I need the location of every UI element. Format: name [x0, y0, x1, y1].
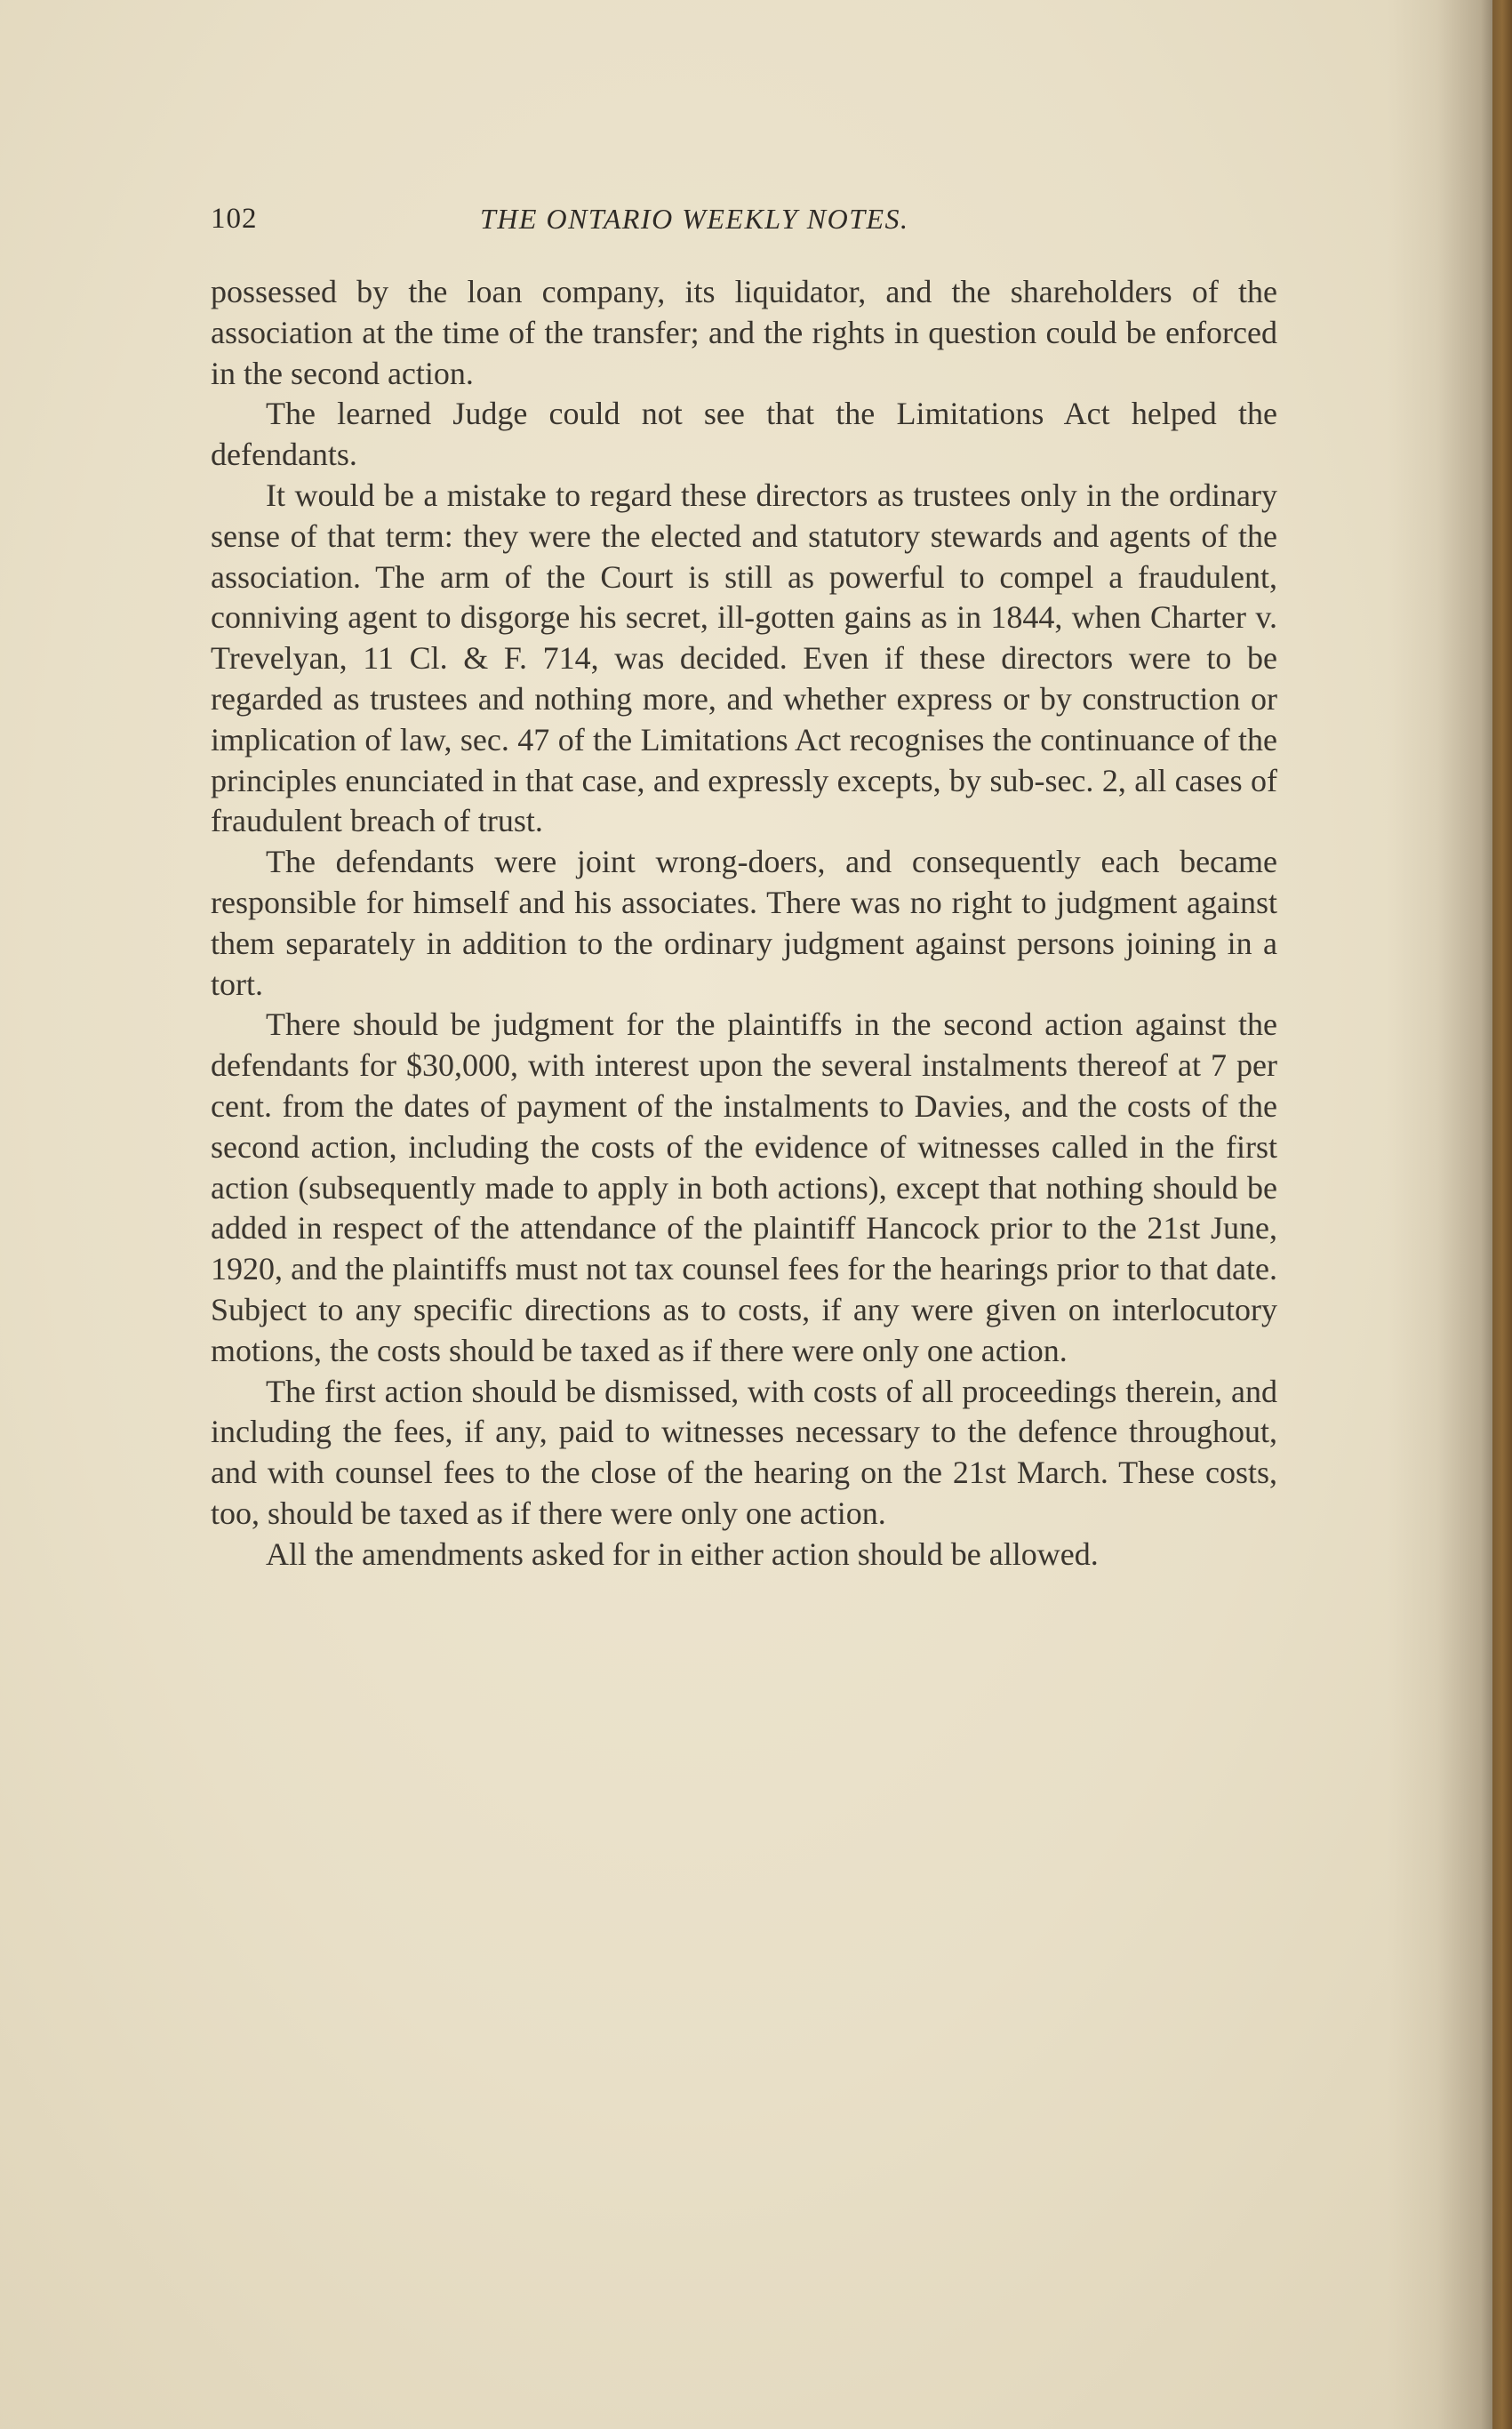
paragraph: There should be judgment for the plaintiffs in the second action against the defendants for $30,000, with interest upon the several instalments thereof at 7 per cent. from the dates of payment of the instalments to Davies, and the costs of the second action, including the costs of the evidence of witnesses called in the first action (subsequently made to apply in both actions), except that nothing should be added in respect of the attendance of the plaintiff Hancock prior to the 21st June, 1920, and the plaintiffs must not tax counsel fees for the hearings prior to that date. Subject to any specific directions as to costs, if any were given on interlocutory motions, the costs should be taxed as if there were only one action. — [211, 1006, 1277, 1368]
body-text — [211, 272, 1277, 1575]
paragraph: It would be a mistake to regard these directors as trustees only in the ordinary sense of that term: they were the elected and statutory stewards and agents of the association. The arm of the Court is still as powerful to compel a fraudulent, conniving agent to disgorge his secret, ill-gotten gains as in 1844, when Charter v. Trevelyan, 11 Cl. & F. 714, was decided. Even if these directors were to be regarded as trustees and nothing more, and whether express or by construction or implication of law, sec. 47 of the Limitations Act recognises the continuance of the principles enunciated in that case, and expressly excepts, by sub-sec. 2, all cases of fraudulent breach of trust. — [211, 477, 1277, 839]
paragraph-continued: possessed by the loan company, its liquidator, and the shareholders of the association at the time of the transfer; and the rights in question could be enforced in the second action. — [211, 274, 1277, 391]
paragraph: The defendants were joint wrong-doers, and consequently each became responsible for himself and his associates. There was no right to judgment against them separately in addition to the ordinary judgment against persons joining in a tort. — [211, 844, 1277, 1002]
paragraph: The learned Judge could not see that the Limitations Act helped the defendants. — [211, 396, 1277, 473]
paragraph: The first action should be dismissed, with costs of all proceedings therein, and including the fees, if any, paid to witnesses necessary to the defence throughout, and with counsel fees to the close of the hearing on the 21st March. These costs, too, should be taxed as if there were only one action. — [211, 1373, 1277, 1531]
book-spine-edge — [1492, 0, 1512, 2429]
page-header — [211, 203, 1277, 244]
paragraph: All the amendments asked for in either action should be allowed. — [266, 1535, 1099, 1572]
page-number: 102 — [211, 203, 258, 235]
running-title: THE ONTARIO WEEKLY NOTES. — [480, 203, 909, 235]
